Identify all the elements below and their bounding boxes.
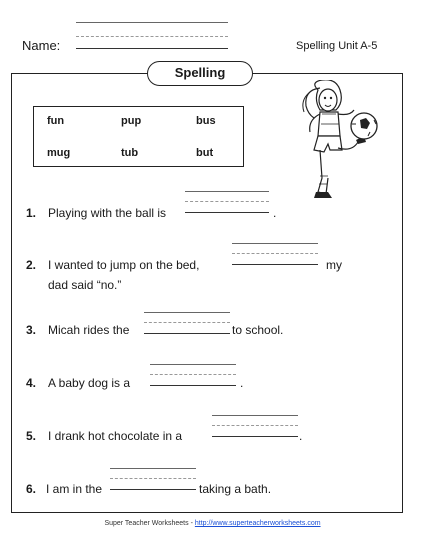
question-text: I drank hot chocolate in a	[48, 429, 183, 443]
question-text-after: taking a bath.	[199, 482, 272, 496]
word-bank-item: bus	[196, 115, 216, 127]
banner-title: Spelling	[147, 61, 253, 86]
footer-separator: -	[190, 520, 193, 527]
question-text-continued: dad said “no.”	[48, 278, 122, 292]
footer-link[interactable]: http://www.superteacherworksheets.com	[194, 520, 321, 527]
name-writing-line[interactable]	[76, 22, 228, 32]
answer-line[interactable]	[185, 191, 269, 201]
name-label: Name:	[22, 38, 61, 53]
question-number: 1.	[26, 206, 37, 220]
question-text: I wanted to jump on the bed,	[48, 258, 200, 272]
footer-site-name: Super Teacher Worksheets	[104, 520, 189, 527]
answer-line[interactable]	[232, 243, 318, 253]
question-text-after: .	[299, 429, 303, 443]
question-text-after: to school.	[232, 323, 284, 337]
question-text: A baby dog is a	[48, 376, 131, 390]
word-bank-item: mug	[47, 147, 71, 159]
answer-line[interactable]	[144, 312, 230, 322]
question-number: 6.	[26, 482, 37, 496]
word-bank-item: pup	[121, 115, 142, 127]
question-number: 2.	[26, 258, 37, 272]
answer-line[interactable]	[150, 364, 236, 374]
question-text: I am in the	[46, 482, 103, 496]
girl-kicking-soccer-ball-icon	[300, 80, 380, 210]
question-text: Micah rides the	[48, 323, 130, 337]
word-bank-item: but	[196, 147, 214, 159]
answer-line[interactable]	[110, 468, 196, 478]
question-text: Playing with the ball is	[48, 206, 167, 220]
question-text-after: .	[273, 206, 277, 220]
question-number: 3.	[26, 323, 37, 337]
question-text-after: my	[326, 258, 342, 272]
question-text-after: .	[240, 376, 244, 390]
word-bank-item: tub	[121, 147, 139, 159]
question-number: 4.	[26, 376, 37, 390]
answer-line[interactable]	[212, 415, 298, 425]
word-bank-item: fun	[47, 115, 65, 127]
word-bank	[33, 106, 244, 167]
question-number: 5.	[26, 429, 37, 443]
footer	[0, 520, 425, 527]
unit-label: Spelling Unit A-5	[296, 40, 378, 52]
